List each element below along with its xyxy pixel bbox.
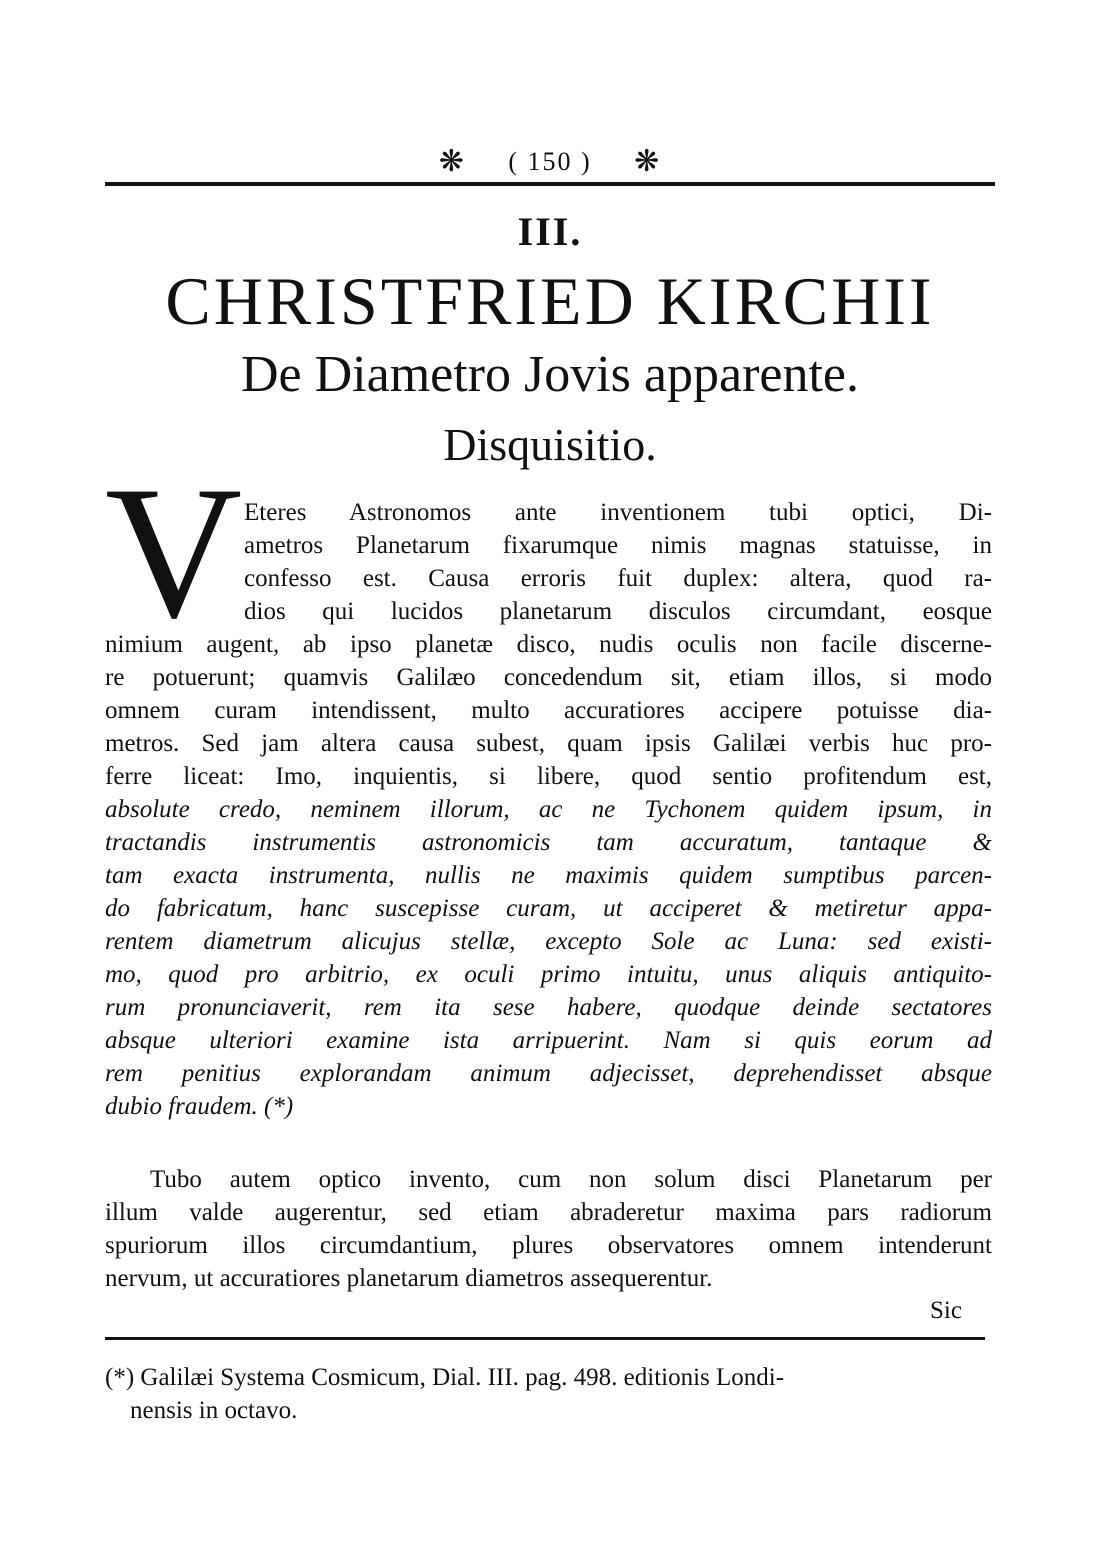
quote-line: absolute credo, neminem illorum, ac ne Tychonem quidem ipsum, in — [105, 796, 992, 823]
quote-line: rentem diametrum alicujus stellæ, excepto Sole ac Luna: sed existi- — [105, 928, 992, 955]
article-title: De Diametro Jovis apparente. — [240, 346, 859, 403]
body-line: dios qui lucidos planetarum disculos circumdant, eosque — [244, 598, 992, 625]
fleuron-left-icon: ❋ — [438, 145, 466, 179]
quote-line: do fabricatum, hanc suscepisse curam, ut acciperet & metiretur appa- — [105, 895, 992, 922]
quote-line: tam exacta instrumenta, nullis ne maximis quidem sumptibus parcen- — [105, 862, 992, 889]
catchword: Sic — [930, 1297, 962, 1324]
quote-line: tractandis instrumentis astronomicis tam accuratum, tantaque & — [105, 829, 992, 856]
quote-line: absque ulteriori examine ista arripuerint. Nam si quis eorum ad — [105, 1027, 992, 1054]
running-header — [105, 135, 995, 185]
quote-line: mo, quod pro arbitrio, ex oculi primo intuitu, unus aliquis antiquito- — [105, 961, 992, 988]
footnote-line: (*) Galilæi Systema Cosmicum, Dial. III. pag. 498. editionis Londi- — [105, 1364, 785, 1391]
body-line: Tubo autem optico invento, cum non solum disci Planetarum per — [150, 1166, 992, 1193]
body-line: re potuerunt; quamvis Galilæo concedendum sit, etiam illos, si modo — [105, 664, 992, 691]
quote-line: dubio fraudem. (*) — [105, 1093, 294, 1120]
body-line: nervum, ut accuratiores planetarum diametros assequerentur. — [105, 1265, 713, 1292]
fleuron-right-icon: ❋ — [634, 145, 662, 179]
footnote-rule — [105, 1337, 985, 1340]
body-line: illum valde augerentur, sed etiam abraderetur maxima pars radiorum — [105, 1199, 992, 1226]
body-line: Eteres Astronomos ante inventionem tubi optici, Di- — [244, 499, 992, 526]
body-line: nimium augent, ab ipso planetæ disco, nudis oculis non facile discerne- — [105, 631, 992, 658]
body-line: metros. Sed jam altera causa subest, quam ipsis Galilæi verbis huc pro- — [105, 730, 992, 757]
quote-line: rum pronunciaverit, rem ita sese habere, quodque deinde sectatores — [105, 994, 992, 1021]
article-genre: Disquisitio. — [443, 419, 657, 470]
body-line: ferre liceat: Imo, inquientis, si libere, quod sentio profitendum est, — [105, 763, 992, 790]
author-heading: CHRISTFRIED KIRCHII — [165, 263, 935, 339]
footnote-line: nensis in octavo. — [130, 1397, 298, 1424]
body-line: ametros Planetarum fixarumque nimis magnas statuisse, in — [244, 532, 992, 559]
quote-line: rem penitius explorandam animum adjecisset, deprehendisset absque — [105, 1060, 992, 1087]
drop-cap: V — [105, 448, 243, 658]
body-line: omnem curam intendissent, multo accuratiores accipere potuisse dia- — [105, 697, 992, 724]
page-number: ( 150 ) — [508, 147, 592, 177]
section-numeral: III. — [517, 209, 583, 254]
body-line: spuriorum illos circumdantium, plures observatores omnem intenderunt — [105, 1232, 992, 1259]
header-rule — [105, 182, 995, 186]
body-line: confesso est. Causa erroris fuit duplex: altera, quod ra- — [244, 565, 992, 592]
